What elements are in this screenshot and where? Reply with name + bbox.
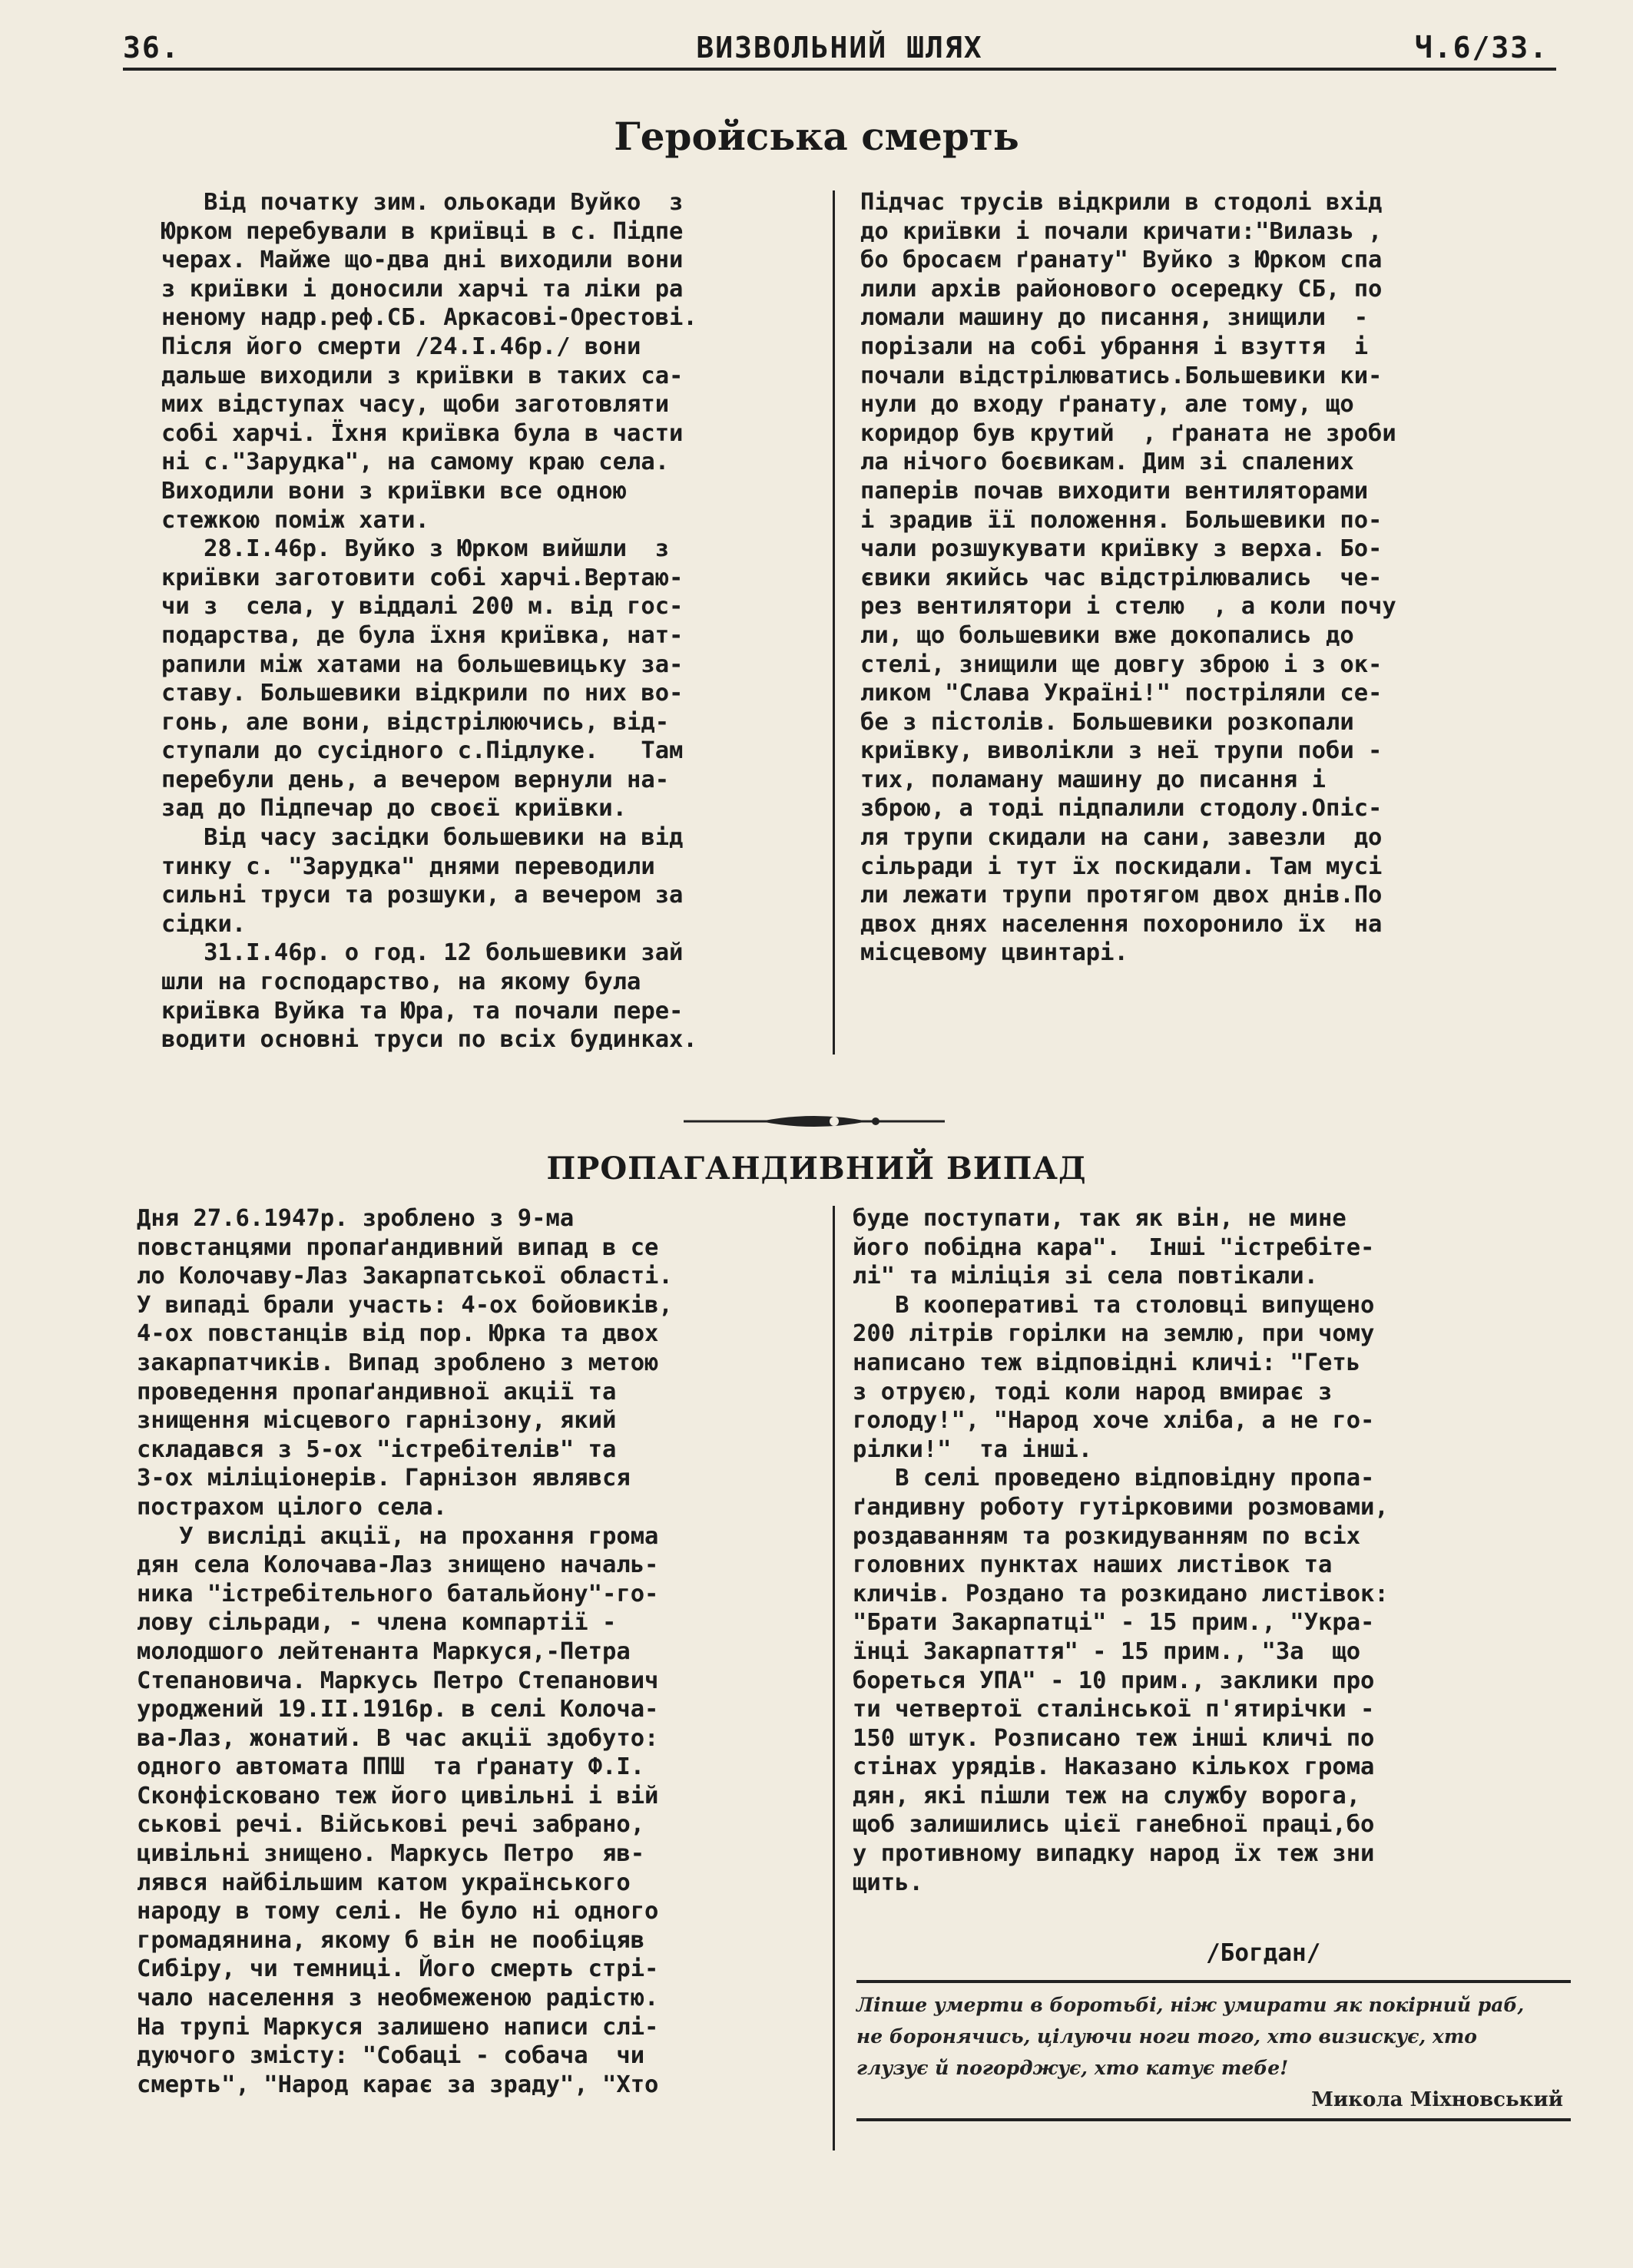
text-line: Юрком перебували в криївці в с. Підпе (161, 217, 684, 245)
text-line: Дня 27.6.1947р. зроблено з 9-ма (137, 1205, 575, 1232)
text-line: дян, які пішли теж на службу ворога, (853, 1782, 1361, 1809)
text-line: шли на господарство, на якому була (161, 968, 641, 996)
text-line: Виходили вони з криївки все одною (161, 477, 627, 505)
text-line: написано теж відповідні кличі: "Геть (853, 1349, 1361, 1376)
text-line: чали розшукувати криївку з верха. Бо- (860, 535, 1383, 563)
text-line: ля трупи скидали на сани, завезли до (860, 824, 1383, 852)
text-line: громадянина, якому б він не пообіцяв (137, 1926, 645, 1954)
text-line: тих, поламану машину до писання і (860, 766, 1326, 793)
text-line: Степановича. Маркусь Петро Степанович (137, 1667, 659, 1694)
text-line: криївку, виволікли з неї трупи поби - (860, 737, 1383, 765)
text-line: лову сільради, - члена компартії - (137, 1609, 617, 1637)
text-line: У висліді акції, на прохання грома (137, 1522, 659, 1550)
text-line: В селі проведено відповідну пропа- (853, 1465, 1375, 1492)
text-line: знищення місцевого гарнізону, який (137, 1407, 617, 1435)
text-line: його побідна кара". Інші "істребіте- (853, 1233, 1375, 1261)
text-line: ло Колочаву-Лаз Закарпатської області. (137, 1263, 673, 1290)
text-line: кличів. Роздано та розкидано листівок: (853, 1580, 1389, 1607)
article1-right-column (860, 188, 1396, 968)
article2-left-column (137, 1204, 673, 2099)
text-line: рапили між хатами на большевицьку за- (161, 651, 684, 678)
text-line: криївки заготовити собі харчі.Вертаю- (161, 564, 684, 591)
text-line: сідки. (161, 910, 247, 938)
text-line: тинку с. "Зарудка" днями переводили (161, 853, 655, 880)
quote-top-rule (856, 1980, 1571, 1983)
column-divider (833, 190, 835, 1055)
text-line: і зрадив її положення. Большевики по- (860, 506, 1383, 534)
text-line: гонь, але вони, відстрілюючись, від- (161, 708, 670, 736)
text-line: собі харчі. Їхня криївка була в части (161, 419, 684, 447)
text-line: рілки!" та інші. (853, 1435, 1093, 1463)
text-line: 31.І.46р. о год. 12 большевики зай (161, 939, 684, 967)
quote-box (856, 1989, 1571, 2112)
text-line: лі" та міліція зі села повтікали. (853, 1263, 1318, 1290)
text-line: стінах урядів. Наказано кількох грома (853, 1753, 1375, 1781)
text-line: коридор був крутий , ґраната не зроби (860, 419, 1396, 447)
text-line: ли, що большевики вже докопались до (860, 621, 1354, 649)
journal-title: ВИЗВОЛЬНИЙ ШЛЯХ (696, 31, 983, 65)
text-line: ва-Лаз, жонатий. В час акції здобуто: (137, 1724, 659, 1752)
text-line: щить. (853, 1869, 923, 1896)
text-line: євики якийсь час відстрілювались че- (860, 564, 1383, 591)
text-line: з отруєю, тоді коли народ вмирає з (853, 1378, 1333, 1405)
text-line: 28.І.46р. Вуйко з Юрком вийшли з (161, 535, 670, 563)
text-line: ступали до сусідного с.Підлуке. Там (161, 737, 684, 765)
text-line: двох днях населення похоронило їх на (860, 910, 1383, 938)
text-line: 3-ох міліціонерів. Гарнізон являвся (137, 1465, 631, 1492)
author-signature: /Богдан/ (1206, 1939, 1321, 1967)
text-line: подарства, де була їхня криївка, нат- (161, 621, 684, 649)
text-line: почали відстрілюватись.Большевики ки- (860, 362, 1383, 389)
text-line: проведення пропаґандивної акції та (137, 1378, 617, 1405)
text-line: Від часу засідки большевики на від (161, 824, 684, 852)
text-line: На трупі Маркуся залишено написи слі- (137, 2013, 659, 2041)
text-line: В кооперативі та столовці випущено (853, 1291, 1375, 1319)
text-line: ника "істребітельного батальйону"-го- (137, 1580, 659, 1607)
text-line: ломали машину до писання, знищили - (860, 304, 1369, 332)
text-line: дян села Колочава-Лаз знищено началь- (137, 1551, 659, 1579)
text-line: з криївки і доносили харчі та ліки ра (161, 275, 684, 303)
text-line: ні с."Зарудка", на самому краю села. (161, 449, 670, 476)
text-line: паперів почав виходити вентиляторами (860, 477, 1369, 505)
text-line: уроджений 19.ІІ.1916р. в селі Колоча- (137, 1696, 659, 1723)
quote-line: Ліпше умерти в боротьбі, ніж умирати як покірний раб, (856, 1994, 1525, 2016)
text-line: бе з пістолів. Большевики розкопали (860, 708, 1354, 736)
quote-line: глузує й погорджує, хто катує тебе! (856, 2057, 1289, 2079)
text-line: дальше виходили з криївки в таких са- (161, 362, 684, 389)
text-line: черах. Майже що-два дні виходили вони (161, 247, 684, 274)
text-line: порізали на собі убрання і взуття і (860, 333, 1369, 360)
text-line: неному надр.реф.СБ. Аркасові-Орестові. (161, 304, 697, 332)
text-line: цивільні знищено. Маркусь Петро яв- (137, 1840, 645, 1868)
article1-left-column (161, 188, 697, 1055)
text-line: нули до входу ґранату, але тому, що (860, 391, 1354, 419)
column-divider (833, 1206, 835, 2150)
text-line: водити основні труси по всіх будинках. (161, 1026, 697, 1054)
text-line: у противному випадку народ їх теж зни (853, 1840, 1375, 1868)
text-line: "Брати Закарпатці" - 15 прим., "Укра- (853, 1609, 1375, 1637)
text-line: перебули день, а вечером вернули на- (161, 766, 670, 793)
text-line: Підчас трусів відкрили в стодолі вхід (860, 189, 1383, 216)
text-line: сільради і тут їх поскидали. Там мусі (860, 853, 1383, 880)
text-line: голоду!", "Народ хоче хліба, а не го- (853, 1407, 1375, 1435)
text-line: криївка Вуйка та Юра, та почали пере- (161, 997, 684, 1025)
text-line: роздаванням та розкидуванням по всіх (853, 1522, 1361, 1550)
text-line: ликом "Слава Україні!" постріляли се- (860, 680, 1383, 707)
article-title-heroic-death: Геройська смерть (614, 114, 1019, 159)
quote-author: Микола Міхновський (1311, 2088, 1563, 2111)
article-title-propaganda-raid: ПРОПАГАНДИВНИЙ ВИПАД (546, 1151, 1087, 1187)
text-line: повстанцями пропаґандивний випад в се (137, 1233, 659, 1261)
quote-bottom-rule (856, 2118, 1571, 2121)
text-line: складався з 5-ох "істребітелів" та (137, 1435, 617, 1463)
text-line: ла нічого боєвикам. Дим зі спалених (860, 449, 1354, 476)
text-line: ли лежати трупи протягом двох днів.По (860, 882, 1383, 909)
page-header (123, 29, 1556, 71)
text-line: бо бросаєм ґранату" Вуйко з Юрком спа (860, 247, 1383, 274)
text-line: сильні труси та розшуки, а вечером за (161, 882, 684, 909)
text-line: головних пунктах наших листівок та (853, 1551, 1333, 1579)
quote-line: не боронячись, цілуючи ноги того, хто визискує, хто (856, 2025, 1477, 2048)
text-line: Після його смерти /24.І.46р./ вони (161, 333, 641, 360)
text-line: пострахом цілого села. (137, 1493, 447, 1521)
text-line: 150 штук. Розписано теж інші кличі по (853, 1724, 1375, 1752)
text-line: народу в тому селі. Не було ні одного (137, 1898, 659, 1925)
text-line: смерть", "Народ карає за зраду", "Хто (137, 2071, 659, 2098)
text-line: зброю, а тоді підпалили стодолу.Опіс- (860, 795, 1383, 823)
text-line: зад до Підпечар до своєї криївки. (161, 795, 627, 823)
text-line: стежкою поміж хати. (161, 506, 429, 534)
text-line: 4-ох повстанців від пор. Юрка та двох (137, 1320, 659, 1348)
text-line: місцевому цвинтарі. (860, 939, 1128, 967)
text-line: щоб залишились цієї ганебної праці,бо (853, 1811, 1375, 1839)
text-line: мих відступах часу, щоби заготовляти (161, 391, 670, 419)
article2-right-column (853, 1204, 1389, 1897)
text-line: лили архів районового осередку СБ, по (860, 275, 1383, 303)
text-line: ґандивну роботу гутірковими розмовами, (853, 1493, 1389, 1521)
text-line: рез вентилятори і стелю , а коли почу (860, 593, 1396, 621)
text-line: ськові речі. Військові речі забрано, (137, 1811, 645, 1839)
text-line: лявся найбільшим катом українського (137, 1869, 631, 1896)
text-line: їнці Закарпаття" - 15 прим., "За що (853, 1637, 1361, 1665)
text-line: Від початку зим. ольокади Вуйко з (161, 189, 684, 216)
issue-number: Ч.6/33. (1414, 31, 1549, 65)
text-line: стелі, знищили ще довгу зброю і з ок- (860, 651, 1383, 678)
text-line: до криївки і почали кричати:"Вилазь , (860, 217, 1383, 245)
text-line: чи з села, у віддалі 200 м. від гос- (161, 593, 684, 621)
text-line: У випаді брали участь: 4-ох бойовиків, (137, 1291, 673, 1319)
text-line: ставу. Большевики відкрили по них во- (161, 680, 684, 707)
text-line: одного автомата ППШ та ґранату Ф.І. (137, 1753, 645, 1781)
text-line: буде поступати, так як він, не мине (853, 1205, 1346, 1232)
text-line: Сибіру, чи темниці. Його смерть стрі- (137, 1955, 659, 1983)
text-line: молодшого лейтенанта Маркуся,-Петра (137, 1637, 631, 1665)
page-number: 36. (123, 31, 181, 65)
text-line: Сконфісковано теж його цивільні і вій (137, 1782, 659, 1809)
text-line: чало населення з необмеженою радістю. (137, 1985, 659, 2012)
text-line: закарпатчиків. Випад зроблено з метою (137, 1349, 659, 1376)
text-line: ти четвертої сталінської п'ятирічки - (853, 1696, 1375, 1723)
text-line: дуючого змісту: "Собаці - собача чи (137, 2042, 645, 2070)
section-ornament (684, 1106, 945, 1137)
text-line: 200 літрів горілки на землю, при чому (853, 1320, 1375, 1348)
text-line: бореться УПА" - 10 прим., заклики про (853, 1667, 1375, 1694)
